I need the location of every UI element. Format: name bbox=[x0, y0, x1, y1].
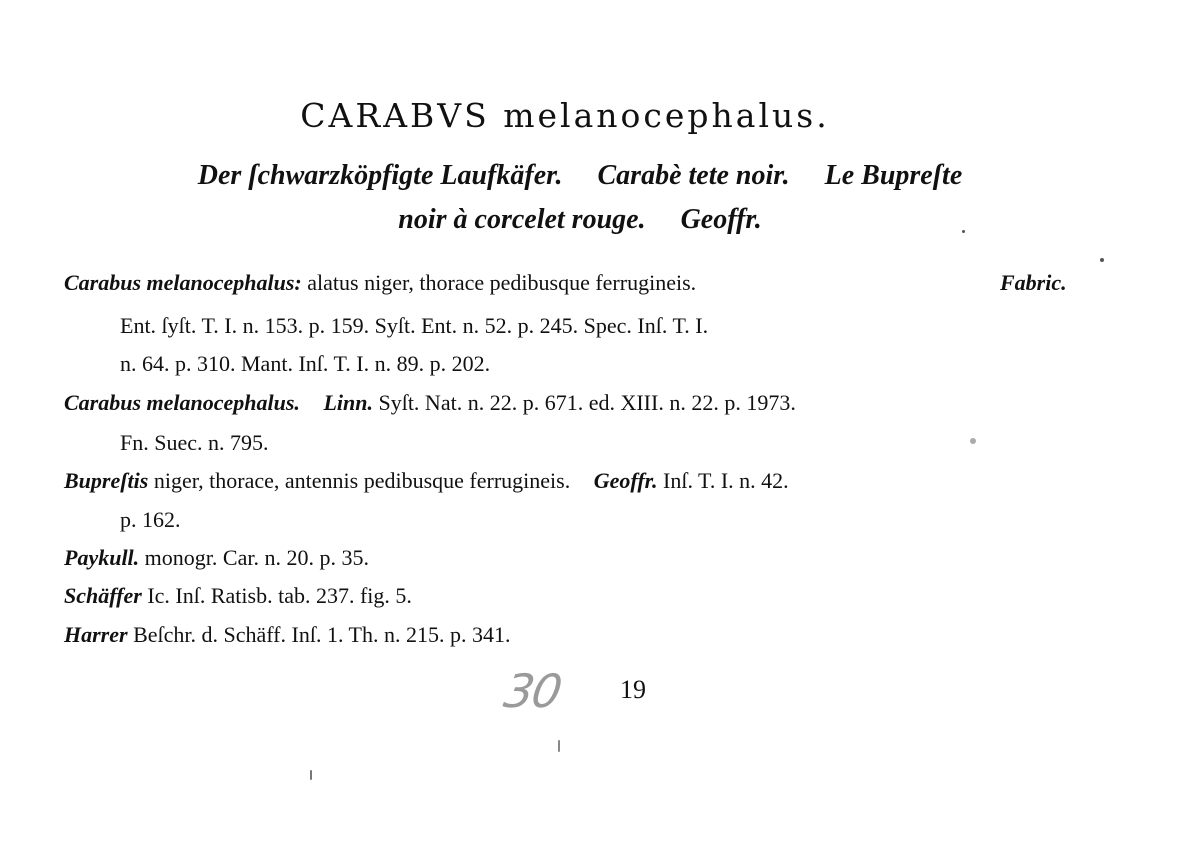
subtitle-french-2b: noir à corcelet rouge. bbox=[398, 204, 646, 235]
entry-1-name: Carabus melanocephalus: bbox=[64, 270, 302, 295]
subtitle-line-1 bbox=[80, 160, 1080, 192]
subtitle-line-2 bbox=[80, 204, 1080, 236]
entry-6-line bbox=[64, 622, 511, 648]
pencil-annotation: 30 bbox=[500, 664, 565, 718]
entry-6-name: Harrer bbox=[64, 622, 128, 647]
subtitle-french-2a: Le Bupreſte bbox=[824, 160, 963, 191]
paper-speck bbox=[962, 230, 965, 233]
entry-4-line bbox=[64, 545, 369, 571]
entry-5-line bbox=[64, 583, 412, 609]
entry-3-line-1 bbox=[64, 468, 789, 494]
subtitle-french-1: Carabè tete noir. bbox=[597, 160, 790, 191]
entry-3-text-2: Inſ. T. I. n. 42. bbox=[663, 468, 789, 493]
entry-1-text: alatus niger, thorace pedibusque ferrugineis. bbox=[307, 270, 697, 295]
entry-1-line-2: Ent. ſyſt. T. I. n. 153. p. 159. Syſt. Ent. n. 52. p. 245. Spec. Inſ. T. I. bbox=[120, 313, 709, 338]
paper-speck bbox=[310, 770, 312, 780]
entry-2-name: Carabus melanocephalus. bbox=[64, 390, 300, 415]
entry-2-text: Syſt. Nat. n. 22. p. 671. ed. XIII. n. 22. p. 1973. bbox=[378, 390, 796, 415]
entry-6-text: Beſchr. d. Schäff. Inſ. 1. Th. n. 215. p. 341. bbox=[133, 622, 511, 647]
entry-5-text: Ic. Inſ. Ratisb. tab. 237. fig. 5. bbox=[147, 583, 412, 608]
entry-1-author: Fabric. bbox=[1000, 270, 1067, 295]
entry-3-text: niger, thorace, antennis pedibusque ferrugineis. bbox=[153, 468, 571, 493]
page-number: 19 bbox=[620, 675, 646, 704]
entry-2-line-1 bbox=[64, 390, 796, 416]
entry-2-author: Linn. bbox=[323, 390, 373, 415]
paper-speck bbox=[1100, 258, 1104, 262]
entry-4-text: monogr. Car. n. 20. p. 35. bbox=[144, 545, 369, 570]
paper-speck bbox=[970, 438, 976, 444]
entry-3-author: Geoffr. bbox=[593, 468, 658, 493]
entry-1-line-1 bbox=[64, 270, 696, 296]
paper-speck bbox=[558, 740, 560, 752]
entry-3-name: Bupreſtis bbox=[64, 468, 149, 493]
entry-2-line-2: Fn. Suec. n. 795. bbox=[120, 430, 269, 455]
entry-1-line-3: n. 64. p. 310. Mant. Inſ. T. I. n. 89. p. 202. bbox=[120, 351, 491, 376]
entry-3-line-2: p. 162. bbox=[120, 507, 181, 532]
entry-4-name: Paykull. bbox=[64, 545, 140, 570]
page-title: CARABVS melanocephalus. bbox=[300, 96, 830, 135]
entry-5-name: Schäffer bbox=[64, 583, 142, 608]
subtitle-geoffr: Geoffr. bbox=[680, 204, 762, 235]
subtitle-german: Der ſchwarzköpfigte Laufkäfer. bbox=[197, 160, 563, 191]
